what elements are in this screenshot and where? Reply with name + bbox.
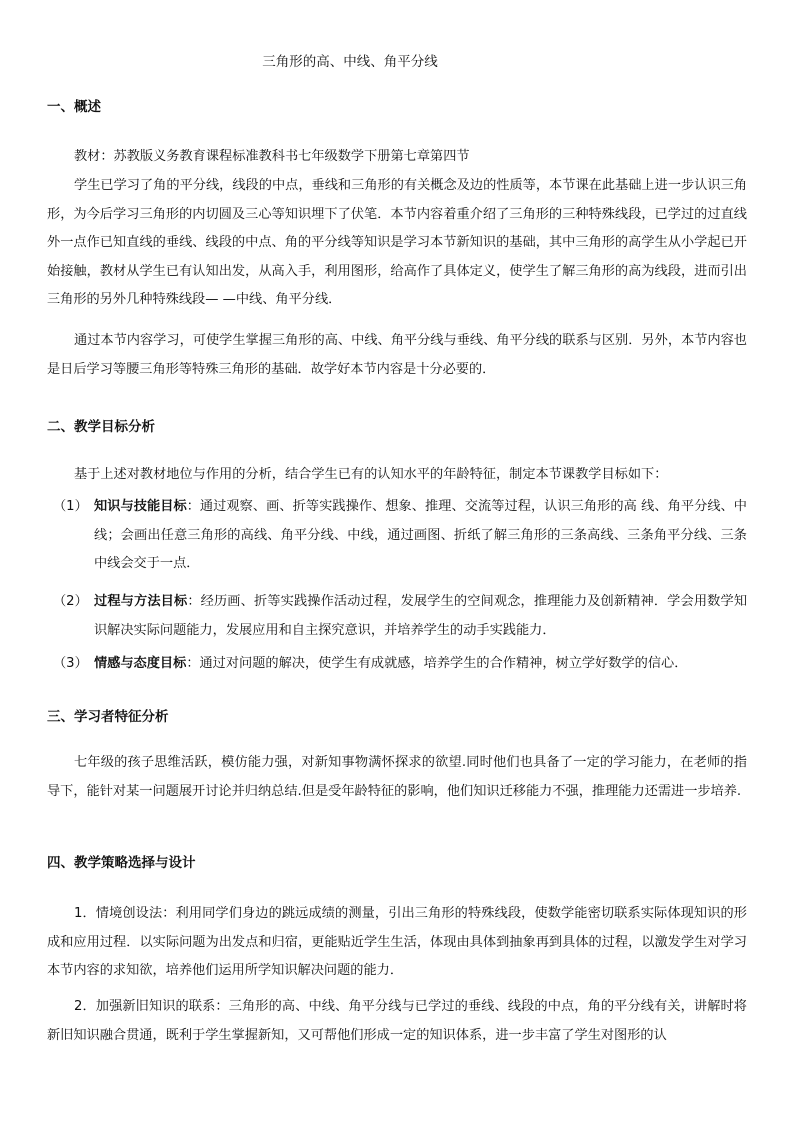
goal-item-text (94, 588, 747, 645)
goal-item-label: 知识与技能目标 (94, 499, 187, 514)
goal-item-content: ：通过观察、画、折等实践操作、想象、推理、交流等过程，认识三角形的高 线、角平分线、中线；会画出任意三角形的高线、角平分线、中线，通过画图、折纸了解三角形的三条高线、三条角平分线、三条中线会交于一点． (94, 499, 747, 571)
document-title: 三角形的高、中线、角平分线 (262, 54, 438, 70)
goal-item-content: ：经历画、折等实践操作活动过程，发展学生的空间观念，推理能力及创新精神．学会用数学知识解决实际问题能力，发展应用和自主探究意识，并培养学生的动手实践能力． (94, 594, 748, 638)
paragraph-goals-intro: 基于上述对教材地位与作用的分析，结合学生已有的认知水平的年龄特征，制定本节课教学目标如下： (74, 467, 668, 482)
goal-item-number: （1） (53, 499, 88, 514)
goal-item-number: （3） (53, 656, 88, 671)
goal-item-label: 过程与方法目标 (94, 594, 188, 609)
goal-item-text (94, 650, 747, 679)
paragraph-strategy-2: 2．加强新旧知识的联系：三角形的高、中线、角平分线与已学过的垂线、线段的中点，角的平分线有关，讲解时将新旧知识融合贯通，既利于学生掌握新知，又可帮他们形成一定的知识体系，进一步丰富了学生对图形的认 (47, 999, 747, 1043)
goal-item-text (94, 493, 747, 579)
section-heading-goals: 二、教学目标分析 (47, 419, 155, 435)
goal-item-content: ：通过对问题的解决，使学生有成就感，培养学生的合作精神，树立学好数学的信心． (186, 656, 688, 671)
goal-item-label: 情感与态度目标 (94, 656, 187, 671)
paragraph-overview-summary: 通过本节内容学习，可使学生掌握三角形的高、中线、角平分线与垂线、角平分线的联系与区别．另外，本节内容也是日后学习等腰三角形等特殊三角形的基础．故学好本节内容是十分必要的． (47, 333, 747, 377)
goal-item-number: （2） (53, 594, 88, 609)
section-heading-overview: 一、概述 (47, 99, 101, 115)
section-heading-learners: 三、学习者特征分析 (47, 709, 169, 725)
paragraph-strategy-1: 1．情境创设法：利用同学们身边的跳远成绩的测量，引出三角形的特殊线段，使数学能密切联系实际体现知识的形成和应用过程．以实际问题为出发点和归宿，更能贴近学生生活，体现由具体到抽象再到具体的过程，以激发学生对学习本节内容的求知欲，培养他们运用所学知识解决问题的能力． (47, 906, 747, 978)
paragraph-learners: 七年级的孩子思维活跃，模仿能力强，对新知事物满怀探求的欲望.同时他们也具备了一定的学习能力，在老师的指导下，能针对某一问题展开讨论并归纳总结.但是受年龄特征的影响，他们知识迁移能力不强，推理能力还需进一步培养. (47, 755, 747, 799)
paragraph-overview-body: 学生已学习了角的平分线，线段的中点，垂线和三角形的有关概念及边的性质等，本节课在此基础上进一步认识三角形，为今后学习三角形的内切圆及三心等知识埋下了伏笔．本节内容着重介绍了三角形的三种特殊线段，已学过的过直线外一点作已知直线的垂线、线段的中点、角的平分线等知识是学习本节新知识的基础，其中三角形的高学生从小学起已开始接触，教材从学生已有认知出发，从高入手，利用图形，给高作了具体定义，使学生了解三角形的高为线段，进而引出三角形的另外几种特殊线段— —中线、角平分线． (47, 178, 747, 307)
paragraph-textbook: 教材：苏教版义务教育课程标准教科书七年级数学下册第七章第四节 (74, 149, 470, 164)
section-heading-strategy: 四、教学策略选择与设计 (47, 855, 196, 871)
